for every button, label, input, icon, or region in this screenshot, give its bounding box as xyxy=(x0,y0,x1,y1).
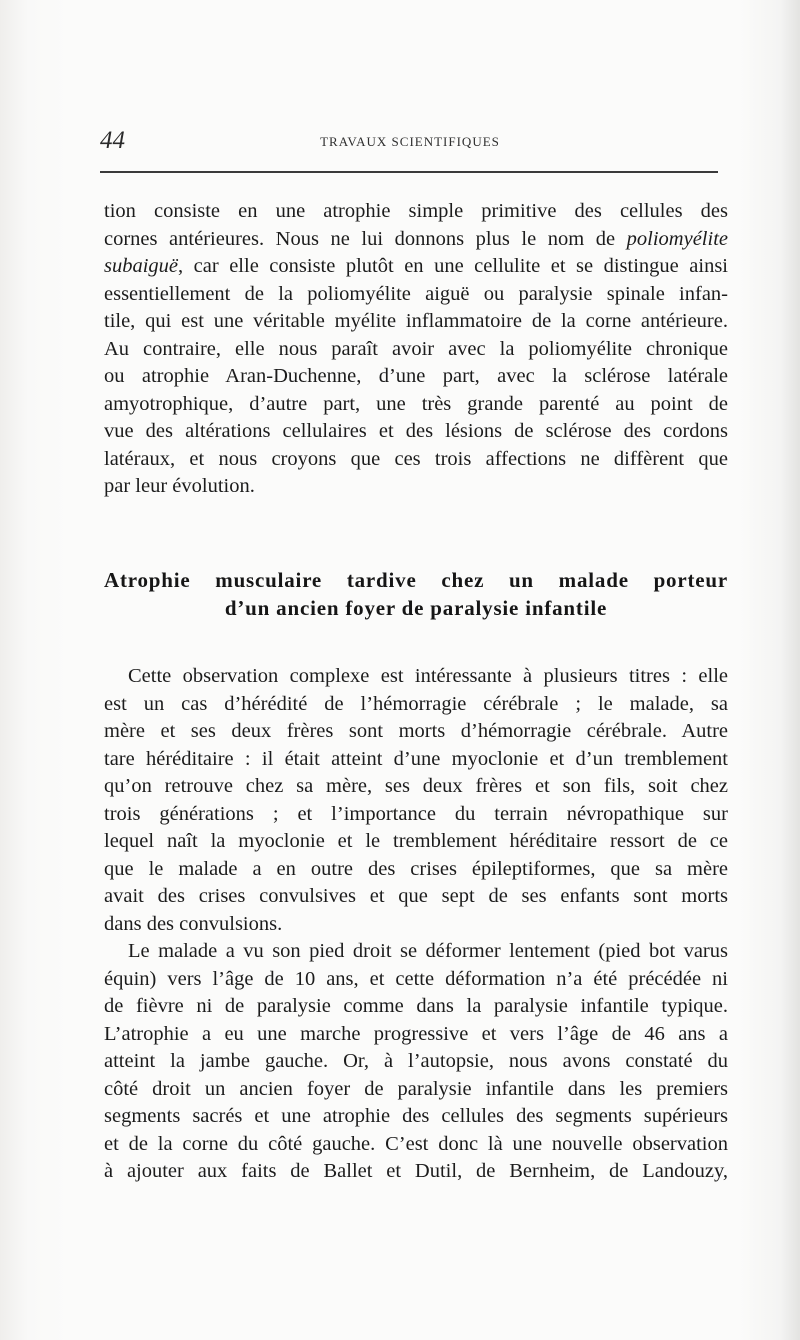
text-line: L’atrophie a eu une marche progressive et vers l’âge de 46 ans a xyxy=(104,1022,728,1045)
text-line: trois générations ; et l’importance du terrain névropathique sur xyxy=(104,802,728,825)
text-line: tare héréditaire : il était atteint d’une myoclonie et d’un tremblement xyxy=(104,747,728,770)
paragraph-3 xyxy=(104,938,728,1186)
text-line: latéraux, et nous croyons que ces trois affections ne diffèrent que xyxy=(104,447,728,470)
text-line: Cette observation complexe est intéressante à plusieurs titres : elle xyxy=(128,665,728,687)
paragraph-2 xyxy=(104,663,728,938)
text-line: que le malade a en outre des crises épileptiformes, que sa mère xyxy=(104,857,728,880)
text-line: qu’on retrouve chez sa mère, ses deux frères et son fils, soit chez xyxy=(104,775,728,797)
section-heading-line-1: Atrophie musculaire tardive chez un malade porteur xyxy=(104,568,728,592)
text-line: mère et ses deux frères sont morts d’hémorragie cérébrale. Autre xyxy=(104,720,728,742)
text-line: ou atrophie Aran-Duchenne, d’une part, avec la sclérose latérale xyxy=(104,365,728,387)
italic-term: poliomyélite xyxy=(626,227,728,250)
running-title: TRAVAUX SCIENTIFIQUES xyxy=(320,134,500,149)
text-line: tion consiste en une atrophie simple primitive des cellules des xyxy=(104,200,728,222)
text-line: avait des crises convulsives et que sept de ses enfants sont morts xyxy=(104,885,728,907)
italic-term-cont: subaiguë xyxy=(104,255,179,277)
text-line: lequel naît la myoclonie et le tremblement héréditaire ressort de ce xyxy=(104,830,728,852)
text-line xyxy=(104,226,728,254)
text-line xyxy=(104,253,728,281)
header-rule xyxy=(100,171,718,173)
text-line: atteint la jambe gauche. Or, à l’autopsie, nous avons constaté du xyxy=(104,1050,728,1072)
text-line: Au contraire, elle nous paraît avoir avec la poliomyélite chronique xyxy=(104,337,728,360)
paragraph-1 xyxy=(104,198,728,501)
text-line: essentiellement de la poliomyélite aiguë ou paralysie spinale infan- xyxy=(104,282,728,305)
text-line: de fièvre ni de paralysie comme dans la paralysie infantile typique. xyxy=(104,995,728,1017)
text-line: segments sacrés et une atrophie des cellules des segments supérieurs xyxy=(104,1105,728,1127)
text-line: vue des altérations cellulaires et des lésions de sclérose des cordons xyxy=(104,420,728,442)
text-line: par leur évolution. xyxy=(104,475,255,497)
page-number: 44 xyxy=(100,127,125,154)
text-line: est un cas d’hérédité de l’hémorragie cérébrale ; le malade, sa xyxy=(104,692,728,715)
section-heading-line-2: d’un ancien foyer de paralysie infantile xyxy=(224,596,608,620)
text-line: Le malade a vu son pied droit se déformer lentement (pied bot varus xyxy=(128,940,728,962)
text-span: cornes antérieures. Nous ne lui donnons plus le nom de xyxy=(104,227,627,250)
text-line: équin) vers l’âge de 10 ans, et cette déformation n’a été précédée ni xyxy=(104,967,728,990)
running-head xyxy=(100,128,720,154)
text-line: à ajouter aux faits de Ballet et Dutil, de Bernheim, de Landouzy, xyxy=(104,1160,728,1182)
section-heading xyxy=(104,566,728,622)
text-line: tile, qui est une véritable myélite inflammatoire de la corne antérieure. xyxy=(104,310,728,332)
text-line: côté droit un ancien foyer de paralysie infantile dans les premiers xyxy=(104,1077,728,1100)
text-line: et de la corne du côté gauche. C’est donc là une nouvelle observation xyxy=(104,1132,728,1155)
text-line: amyotrophique, d’autre part, une très grande parenté au point de xyxy=(104,392,728,415)
text-span: , car elle consiste plutôt en une cellulite et se distingue ainsi xyxy=(178,255,728,277)
text-line: dans des convulsions. xyxy=(104,912,283,935)
